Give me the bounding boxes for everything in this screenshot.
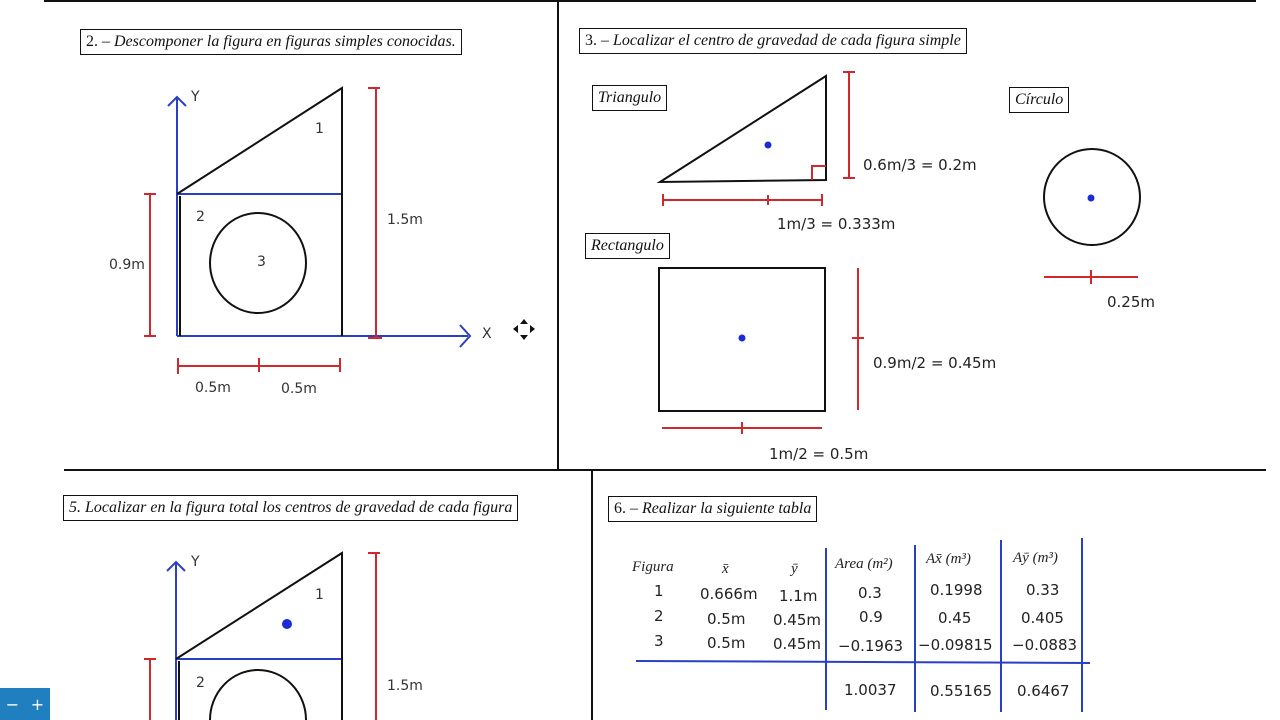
table-header-ay: Aȳ (m³) [1013,550,1058,566]
table-row2-ay: 0.405 [1021,609,1064,627]
table-row2-y: 0.45m [773,611,822,629]
table-row2-x: 0.5m [707,610,746,628]
table-header-area: Area (m²) [835,556,893,572]
section5-part-2: 2 [196,675,205,691]
section5-dim-height-total: 1.5m [387,678,423,694]
table-row2-area: 0.9 [859,608,883,626]
section2-x-axis-label: X [482,326,492,342]
section3-circle [1044,149,1140,284]
section2-y-axis-label: Y [191,89,200,105]
section2-part-3: 3 [257,254,266,270]
triangle-centroid [765,142,772,149]
triangle-y-calc: 0.6m/3 = 0.2m [863,156,977,174]
table-header-xbar: x̄ [722,561,729,577]
rect-x-calc: 1m/2 = 0.5m [769,445,869,463]
table-header-ax: Ax̄ (m³) [926,551,971,567]
section5-y-axis-label: Y [191,554,200,570]
table-total-ay: 0.6467 [1017,682,1070,700]
rect-centroid [739,335,746,342]
section2-dim-width-b: 0.5m [281,381,317,397]
section2-number: 2. – [86,33,110,50]
section2-title-text: Descomponer la figura en figuras simples conocidas. [114,33,456,50]
section5-part-1: 1 [315,587,324,603]
section5-title: 5. Localizar en la figura total los centros de gravedad de cada figura [63,495,518,521]
triangle-x-calc: 1m/3 = 0.333m [777,215,896,233]
table-row2-ax: 0.45 [938,609,972,627]
section3-title-text: Localizar el centro de gravedad de cada figura simple [613,32,961,49]
table-total-ax: 0.55165 [930,682,993,700]
section3-title [579,28,967,54]
rect-y-calc: 0.9m/2 = 0.45m [873,354,997,372]
table-row3-ax: −0.09815 [918,636,993,654]
section2-title [80,29,462,55]
section5-figure [144,553,380,720]
section6-title [608,496,817,522]
section6-title-text: Realizar la siguiente tabla [642,500,812,517]
rectangle-label: Rectangulo [585,233,670,259]
move-cursor-icon [513,319,535,340]
circle-radius: 0.25m [1107,293,1156,311]
zoom-out-button[interactable]: − [5,694,20,714]
section3-rectangle [659,268,864,434]
table-row1-figura: 1 [654,582,664,600]
table-row3-y: 0.45m [773,635,822,653]
zoom-in-button[interactable]: + [30,694,45,714]
section2-dim-height-rect: 0.9m [109,257,145,273]
section2-dim-width-a: 0.5m [195,380,231,396]
section3-number: 3. – [585,32,609,49]
table-row1-ay: 0.33 [1026,581,1060,599]
circle-centroid [1088,195,1095,202]
table-row1-y: 1.1m [779,587,818,605]
table-row3-area: −0.1963 [838,637,904,655]
circle-label: Círculo [1009,87,1069,113]
section3-triangle [660,72,855,206]
table-row2-figura: 2 [654,607,664,625]
table-row3-figura: 3 [654,632,664,650]
table-total-area: 1.0037 [844,681,897,699]
section2-part-1: 1 [315,121,324,137]
table-row1-ax: 0.1998 [930,581,983,599]
table-header-ybar: ȳ [791,561,798,577]
table-row3-ay: −0.0883 [1012,636,1078,654]
table-row3-x: 0.5m [707,634,746,652]
section6-number: 6. – [614,500,638,517]
section2-dim-height-total: 1.5m [387,212,423,228]
zoom-control [0,688,50,720]
table-row1-x: 0.666m [700,585,758,603]
section2-figure [144,88,470,374]
centroid-dot-1 [282,619,292,629]
table-header-figura: Figura [632,559,674,575]
triangle-label: Triangulo [592,85,667,111]
table-row1-area: 0.3 [858,584,882,602]
section2-part-2: 2 [196,209,205,225]
